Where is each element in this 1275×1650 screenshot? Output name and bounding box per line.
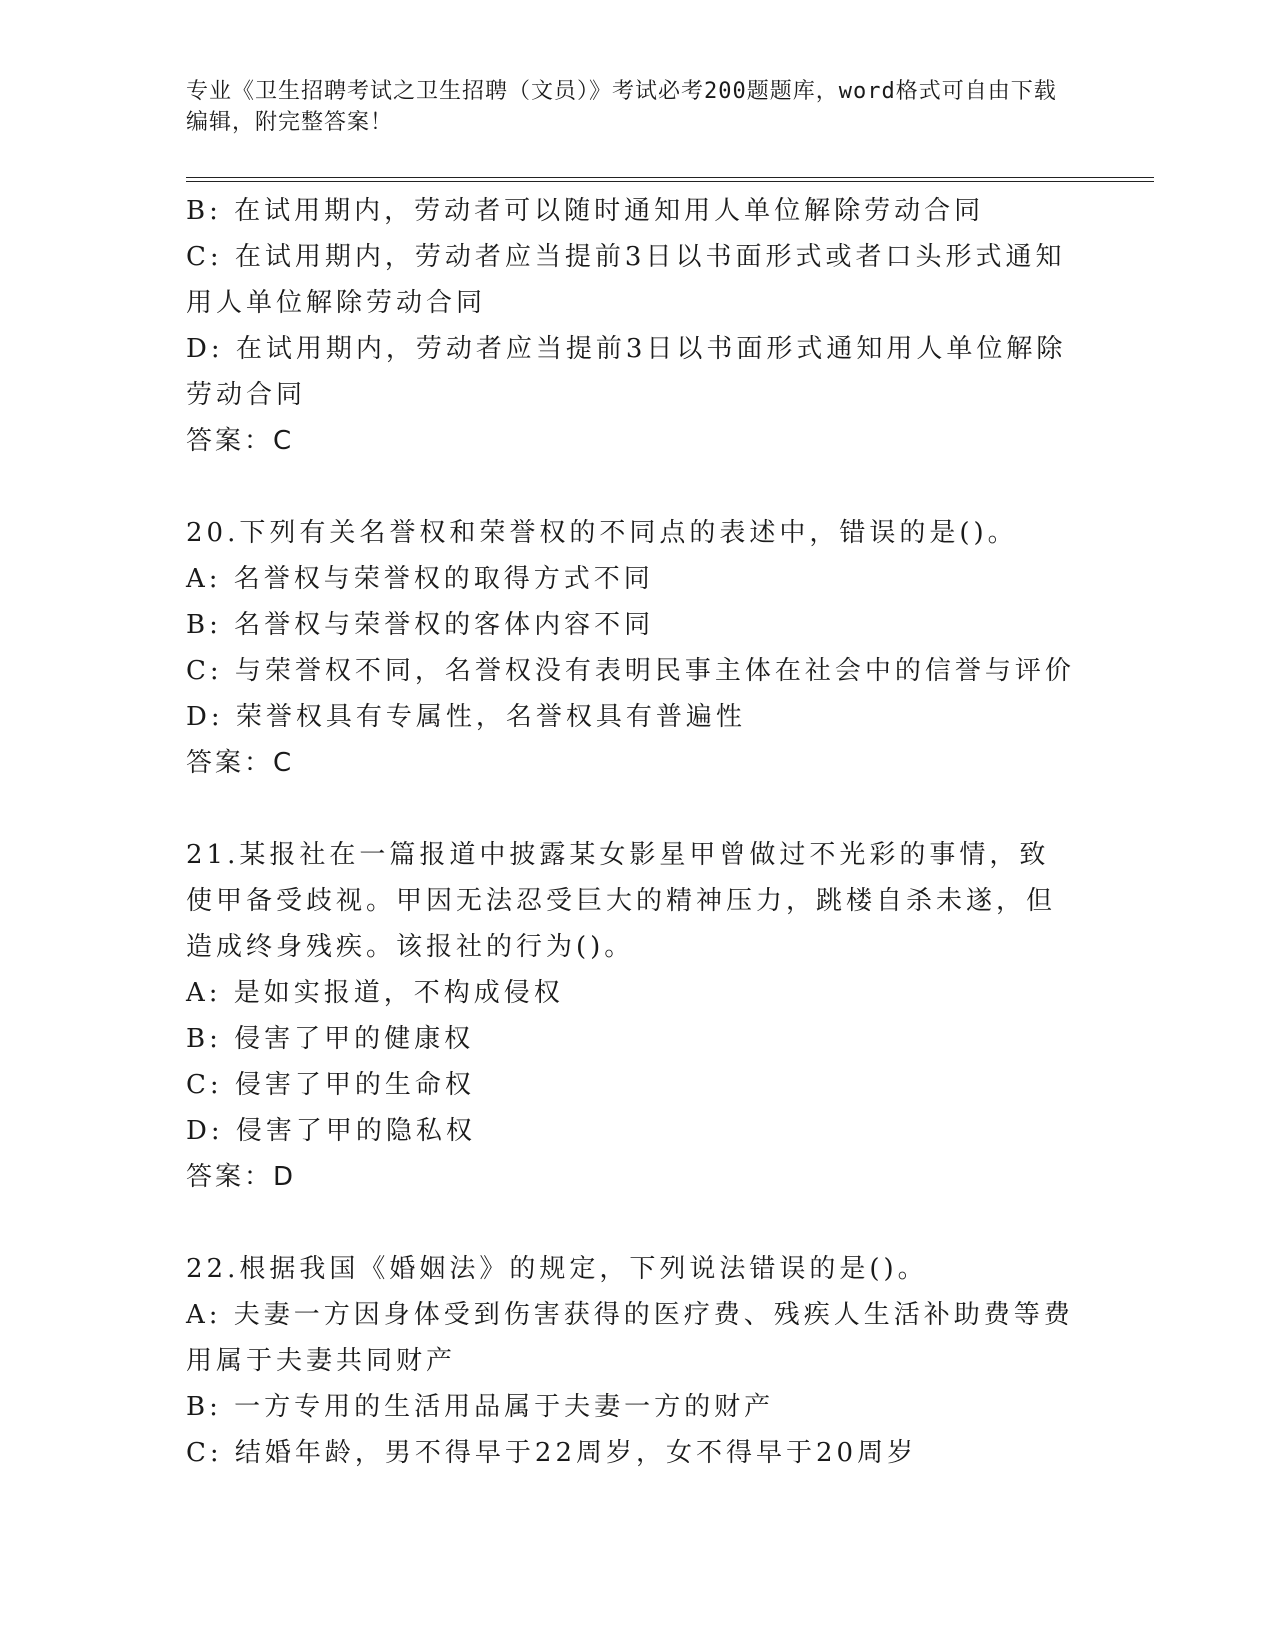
continuation-block: [186, 188, 1076, 464]
option-item: D: 在试用期内，劳动者应当提前3日以书面形式通知用人单位解除劳动合同: [186, 334, 1067, 410]
option-item: C: 结婚年龄，男不得早于22周岁，女不得早于20周岁: [186, 1438, 918, 1468]
option-item: B: 侵害了甲的健康权: [186, 1024, 475, 1054]
option-item: B: 名誉权与荣誉权的客体内容不同: [186, 610, 655, 640]
document-body: [186, 188, 1076, 1476]
question-stem: 22.根据我国《婚姻法》的规定，下列说法错误的是()。: [186, 1254, 928, 1284]
header-divider: [186, 177, 1154, 182]
option-item: C: 在试用期内，劳动者应当提前3日以书面形式或者口头形式通知用人单位解除劳动合同: [186, 242, 1066, 318]
option-item: A: 是如实报道，不构成侵权: [186, 978, 564, 1008]
option-item: D: 侵害了甲的隐私权: [186, 1116, 476, 1146]
header-title: 专业《卫生招聘考试之卫生招聘（文员）》考试必考200题题库，word格式可自由下载编辑，附完整答案！: [186, 79, 1057, 135]
question-20: [186, 510, 1076, 786]
option-item: D: 荣誉权具有专属性，名誉权具有普遍性: [186, 702, 746, 732]
document-header: [186, 76, 1066, 138]
answer-line: 答案：C: [186, 748, 295, 778]
option-item: C: 与荣誉权不同，名誉权没有表明民事主体在社会中的信誉与评价: [186, 656, 1075, 686]
option-item: B: 一方专用的生活用品属于夫妻一方的财产: [186, 1392, 775, 1422]
question-stem: 21.某报社在一篇报道中披露某女影星甲曾做过不光彩的事情，致使甲备受歧视。甲因无法忍受巨大的精神压力，跳楼自杀未遂，但造成终身残疾。该报社的行为()。: [186, 840, 1057, 962]
answer-line: 答案：C: [186, 426, 295, 456]
answer-line: 答案：D: [186, 1162, 297, 1192]
option-item: C: 侵害了甲的生命权: [186, 1070, 475, 1100]
question-22: [186, 1246, 1076, 1476]
option-item: B: 在试用期内，劳动者可以随时通知用人单位解除劳动合同: [186, 196, 985, 226]
option-item: A: 夫妻一方因身体受到伤害获得的医疗费、残疾人生活补助费等费用属于夫妻共同财产: [186, 1300, 1074, 1376]
option-item: A: 名誉权与荣誉权的取得方式不同: [186, 564, 654, 594]
question-21: [186, 832, 1076, 1200]
question-stem: 20.下列有关名誉权和荣誉权的不同点的表述中，错误的是()。: [186, 518, 1018, 548]
